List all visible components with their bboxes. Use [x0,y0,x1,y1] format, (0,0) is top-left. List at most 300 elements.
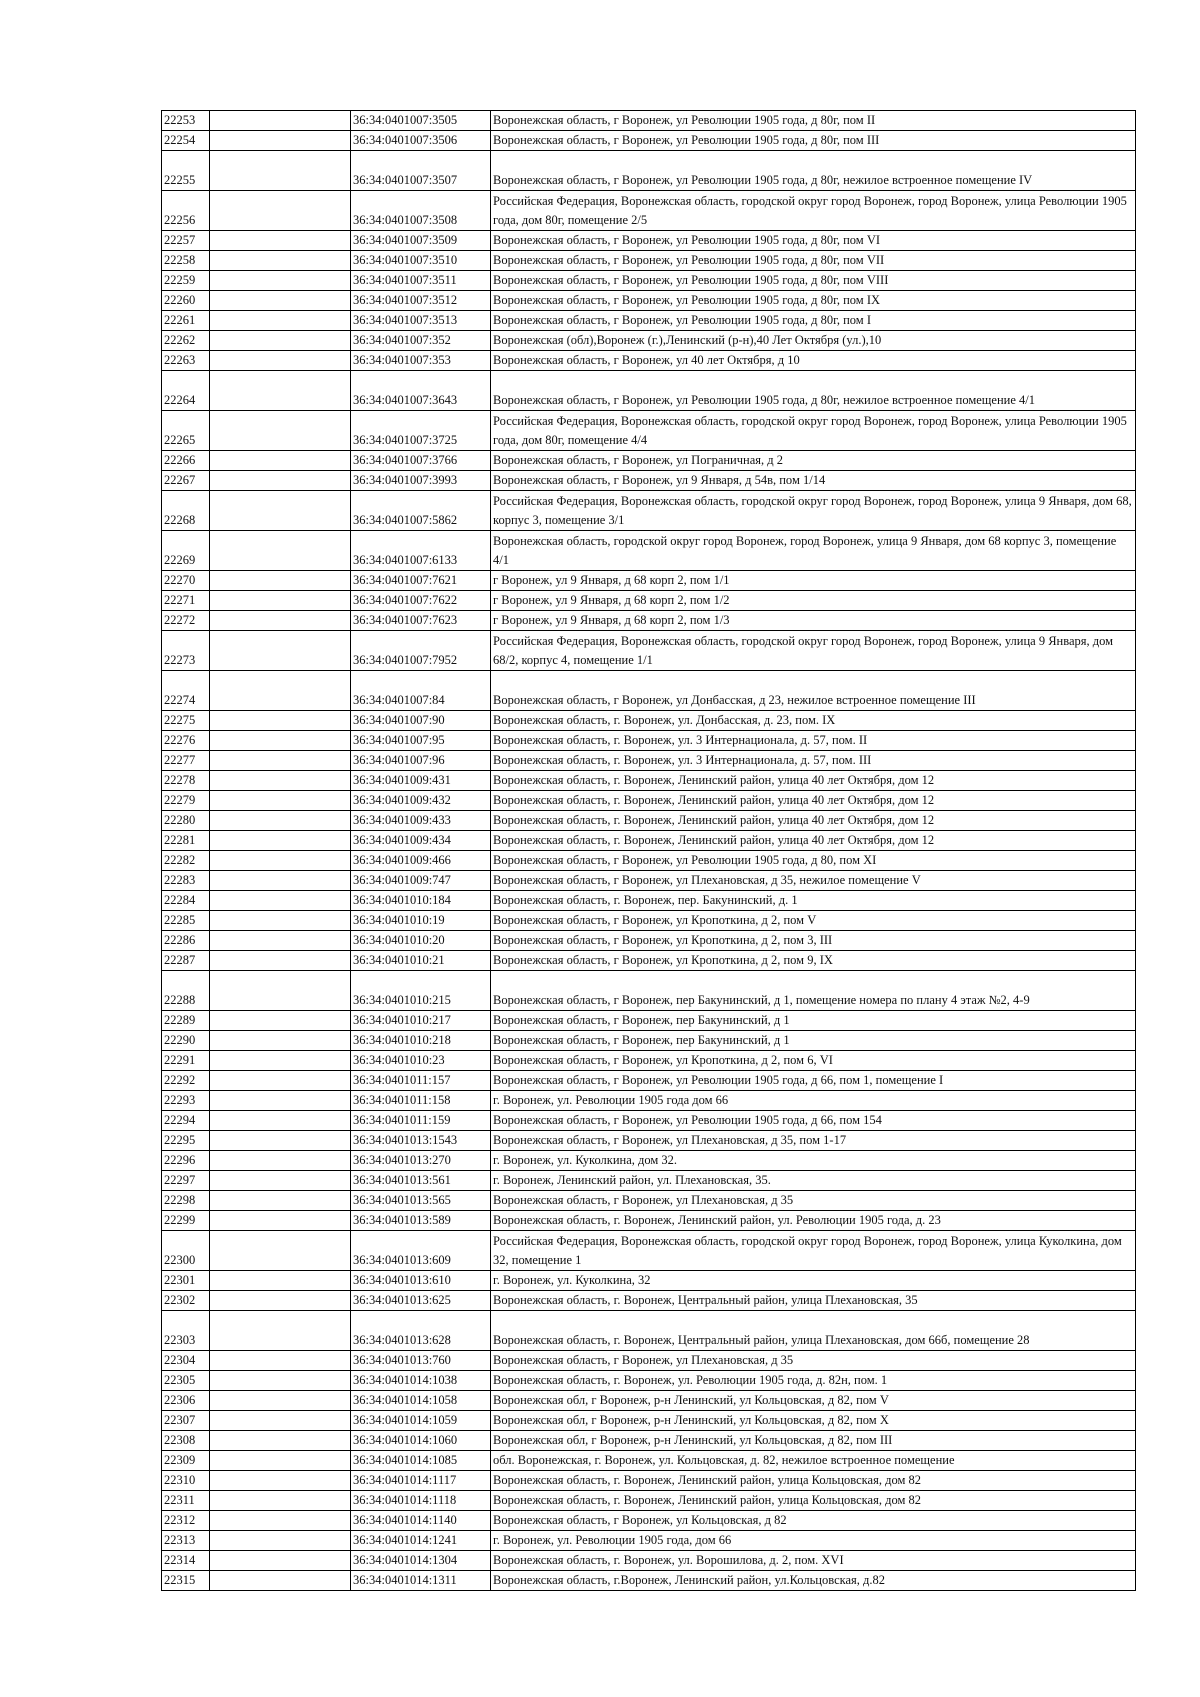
table-row [162,291,1136,311]
row-number-cell: 22287 [162,951,210,971]
address-cell: Воронежская область, г Воронеж, ул Революции 1905 года, д 80г, пом VII [491,251,1136,271]
address-cell: г. Воронеж, Ленинский район, ул. Плехановская, 35. [491,1171,1136,1191]
address-cell: Воронежская область, г. Воронеж, Центральный район, улица Плехановская, дом 66б, помещение 28 [491,1311,1136,1351]
address-cell: Воронежская область, г Воронеж, пер Бакунинский, д 1 [491,1031,1136,1051]
address-cell: Воронежская область, г Воронеж, ул Кропоткина, д 2, пом 3, III [491,931,1136,951]
table-row [162,1091,1136,1111]
row-number-cell: 22269 [162,531,210,571]
table-row [162,231,1136,251]
table-row [162,571,1136,591]
table-row [162,1111,1136,1131]
blank-cell [210,311,351,331]
table-row [162,131,1136,151]
row-number-cell: 22264 [162,371,210,411]
blank-cell [210,1171,351,1191]
row-number-cell: 22256 [162,191,210,231]
row-number-cell: 22275 [162,711,210,731]
blank-cell [210,631,351,671]
address-cell: Воронежская (обл),Воронеж (г.),Ленинский (р-н),40 Лет Октября (ул.),10 [491,331,1136,351]
registry-table-body [162,111,1136,1591]
cadastral-number-cell: 36:34:0401010:215 [351,971,491,1011]
cadastral-number-cell: 36:34:0401013:628 [351,1311,491,1351]
cadastral-number-cell: 36:34:0401007:3506 [351,131,491,151]
cadastral-number-cell: 36:34:0401007:3511 [351,271,491,291]
address-cell: Воронежская область, г Воронеж, ул Революции 1905 года, д 80г, пом III [491,131,1136,151]
row-number-cell: 22283 [162,871,210,891]
address-cell: Воронежская обл, г Воронеж, р-н Ленинский, ул Кольцовская, д 82, пом V [491,1391,1136,1411]
table-row [162,1051,1136,1071]
cadastral-number-cell: 36:34:0401007:3993 [351,471,491,491]
blank-cell [210,1011,351,1031]
row-number-cell: 22292 [162,1071,210,1091]
address-cell: Воронежская область, г. Воронеж, ул. 3 Интернационала, д. 57, пом. III [491,751,1136,771]
table-row [162,1211,1136,1231]
row-number-cell: 22262 [162,331,210,351]
cadastral-number-cell: 36:34:0401013:609 [351,1231,491,1271]
address-cell: Воронежская область, г. Воронеж, Ленинский район, ул. Революции 1905 года, д. 23 [491,1211,1136,1231]
address-cell: г. Воронеж, ул. Революции 1905 года, дом 66 [491,1531,1136,1551]
table-row [162,771,1136,791]
table-row [162,111,1136,131]
cadastral-number-cell: 36:34:0401009:434 [351,831,491,851]
address-cell: Воронежская обл, г Воронеж, р-н Ленинский, ул Кольцовская, д 82, пом III [491,1431,1136,1451]
address-cell: Воронежская область, г Воронеж, ул Революции 1905 года, д 80г, пом VI [491,231,1136,251]
address-cell: Воронежская область, г Воронеж, ул Революции 1905 года, д 80, пом XI [491,851,1136,871]
address-cell: Воронежская область, г Воронеж, ул Кропоткина, д 2, пом 6, VI [491,1051,1136,1071]
table-row [162,1491,1136,1511]
blank-cell [210,811,351,831]
table-row [162,911,1136,931]
row-number-cell: 22274 [162,671,210,711]
row-number-cell: 22265 [162,411,210,451]
row-number-cell: 22267 [162,471,210,491]
blank-cell [210,831,351,851]
cadastral-number-cell: 36:34:0401013:610 [351,1271,491,1291]
blank-cell [210,251,351,271]
table-row [162,1231,1136,1271]
row-number-cell: 22270 [162,571,210,591]
table-row [162,811,1136,831]
address-cell: Воронежская область, г Воронеж, ул Донбасская, д 23, нежилое встроенное помещение III [491,671,1136,711]
row-number-cell: 22309 [162,1451,210,1471]
cadastral-number-cell: 36:34:0401009:431 [351,771,491,791]
cadastral-number-cell: 36:34:0401007:5862 [351,491,491,531]
cadastral-number-cell: 36:34:0401007:96 [351,751,491,771]
address-cell: Воронежская область, г Воронеж, пер Бакунинский, д 1 [491,1011,1136,1031]
address-cell: г. Воронеж, ул. Революции 1905 года дом 66 [491,1091,1136,1111]
cadastral-number-cell: 36:34:0401013:565 [351,1191,491,1211]
address-cell: Воронежская область, г Воронеж, ул 9 Января, д 54в, пом 1/14 [491,471,1136,491]
cadastral-number-cell: 36:34:0401014:1117 [351,1471,491,1491]
address-cell: Воронежская область, г Воронеж, ул 40 лет Октября, д 10 [491,351,1136,371]
table-row [162,791,1136,811]
table-row [162,891,1136,911]
blank-cell [210,951,351,971]
row-number-cell: 22302 [162,1291,210,1311]
cadastral-number-cell: 36:34:0401011:159 [351,1111,491,1131]
table-row [162,1391,1136,1411]
cadastral-number-cell: 36:34:0401009:747 [351,871,491,891]
blank-cell [210,271,351,291]
cadastral-number-cell: 36:34:0401007:6133 [351,531,491,571]
table-row [162,491,1136,531]
blank-cell [210,1191,351,1211]
blank-cell [210,1091,351,1111]
address-cell: Российская Федерация, Воронежская область, городской округ город Воронеж, город Воронеж, улица 9 Января, дом 68/2, корпус 4, помещение 1/1 [491,631,1136,671]
row-number-cell: 22297 [162,1171,210,1191]
blank-cell [210,131,351,151]
address-cell: Воронежская область, г. Воронеж, ул. Донбасская, д. 23, пом. IX [491,711,1136,731]
row-number-cell: 22285 [162,911,210,931]
row-number-cell: 22281 [162,831,210,851]
row-number-cell: 22313 [162,1531,210,1551]
table-row [162,1191,1136,1211]
address-cell: Воронежская область, г Воронеж, ул Революции 1905 года, д 80г, пом VIII [491,271,1136,291]
table-row [162,931,1136,951]
row-number-cell: 22272 [162,611,210,631]
row-number-cell: 22282 [162,851,210,871]
cadastral-number-cell: 36:34:0401014:1118 [351,1491,491,1511]
cadastral-number-cell: 36:34:0401007:3766 [351,451,491,471]
blank-cell [210,1351,351,1371]
cadastral-number-cell: 36:34:0401010:21 [351,951,491,971]
address-cell: Воронежская область, г.Воронеж, Ленинский район, ул.Кольцовская, д.82 [491,1571,1136,1591]
row-number-cell: 22259 [162,271,210,291]
blank-cell [210,1551,351,1571]
cadastral-number-cell: 36:34:0401007:353 [351,351,491,371]
address-cell: г Воронеж, ул 9 Января, д 68 корп 2, пом 1/3 [491,611,1136,631]
blank-cell [210,471,351,491]
blank-cell [210,1531,351,1551]
table-row [162,311,1136,331]
table-row [162,151,1136,191]
table-row [162,1271,1136,1291]
blank-cell [210,591,351,611]
blank-cell [210,1571,351,1591]
address-cell: обл. Воронежская, г. Воронеж, ул. Кольцовская, д. 82, нежилое встроенное помещение [491,1451,1136,1471]
row-number-cell: 22301 [162,1271,210,1291]
cadastral-number-cell: 36:34:0401007:7621 [351,571,491,591]
address-cell: Воронежская область, г. Воронеж, ул. 3 Интернационала, д. 57, пом. II [491,731,1136,751]
row-number-cell: 22279 [162,791,210,811]
blank-cell [210,1271,351,1291]
address-cell: г Воронеж, ул 9 Января, д 68 корп 2, пом 1/2 [491,591,1136,611]
blank-cell [210,1111,351,1131]
address-cell: Воронежская область, г Воронеж, ул Революции 1905 года, д 80г, пом IX [491,291,1136,311]
table-row [162,971,1136,1011]
table-row [162,1571,1136,1591]
address-cell: Воронежская область, г Воронеж, ул Революции 1905 года, д 80г, пом I [491,311,1136,331]
blank-cell [210,911,351,931]
address-cell: Воронежская область, г Воронеж, ул Революции 1905 года, д 80г, пом II [491,111,1136,131]
table-row [162,1291,1136,1311]
address-cell: Воронежская область, городской округ город Воронеж, город Воронеж, улица 9 Января, дом 68 корпус 3, помещение 4/1 [491,531,1136,571]
table-row [162,1551,1136,1571]
cadastral-number-cell: 36:34:0401007:352 [351,331,491,351]
blank-cell [210,291,351,311]
blank-cell [210,611,351,631]
cadastral-number-cell: 36:34:0401007:3513 [351,311,491,331]
blank-cell [210,731,351,751]
cadastral-number-cell: 36:34:0401014:1241 [351,1531,491,1551]
cadastral-number-cell: 36:34:0401010:23 [351,1051,491,1071]
row-number-cell: 22306 [162,1391,210,1411]
cadastral-number-cell: 36:34:0401014:1038 [351,1371,491,1391]
address-cell: г Воронеж, ул 9 Января, д 68 корп 2, пом 1/1 [491,571,1136,591]
cadastral-number-cell: 36:34:0401007:84 [351,671,491,711]
address-cell: Воронежская область, г. Воронеж, Ленинский район, улица 40 лет Октября, дом 12 [491,811,1136,831]
table-row [162,1411,1136,1431]
row-number-cell: 22315 [162,1571,210,1591]
blank-cell [210,1231,351,1271]
table-row [162,611,1136,631]
table-row [162,1311,1136,1351]
row-number-cell: 22261 [162,311,210,331]
cadastral-number-cell: 36:34:0401007:3510 [351,251,491,271]
row-number-cell: 22276 [162,731,210,751]
blank-cell [210,671,351,711]
address-cell: Воронежская область, г. Воронеж, Ленинский район, улица 40 лет Октября, дом 12 [491,831,1136,851]
table-row [162,1471,1136,1491]
blank-cell [210,1131,351,1151]
row-number-cell: 22294 [162,1111,210,1131]
address-cell: Воронежская область, г. Воронеж, Ленинский район, улица Кольцовская, дом 82 [491,1471,1136,1491]
address-cell: Воронежская область, г Воронеж, ул Плехановская, д 35 [491,1351,1136,1371]
address-cell: Воронежская область, г Воронеж, ул Революции 1905 года, д 80г, нежилое встроенное помещение 4/1 [491,371,1136,411]
table-row [162,251,1136,271]
address-cell: Воронежская область, г. Воронеж, ул. Революции 1905 года, д. 82н, пом. 1 [491,1371,1136,1391]
row-number-cell: 22299 [162,1211,210,1231]
row-number-cell: 22258 [162,251,210,271]
address-cell: Воронежская область, г. Воронеж, Ленинский район, улица 40 лет Октября, дом 12 [491,771,1136,791]
blank-cell [210,111,351,131]
blank-cell [210,1391,351,1411]
table-row [162,371,1136,411]
cadastral-number-cell: 36:34:0401007:3509 [351,231,491,251]
blank-cell [210,1451,351,1471]
cadastral-number-cell: 36:34:0401014:1060 [351,1431,491,1451]
blank-cell [210,891,351,911]
row-number-cell: 22263 [162,351,210,371]
blank-cell [210,771,351,791]
table-row [162,1151,1136,1171]
address-cell: Воронежская область, г Воронеж, ул Кропоткина, д 2, пом 9, IX [491,951,1136,971]
blank-cell [210,491,351,531]
blank-cell [210,1471,351,1491]
blank-cell [210,1431,351,1451]
address-cell: г. Воронеж, ул. Куколкина, 32 [491,1271,1136,1291]
cadastral-number-cell: 36:34:0401007:3505 [351,111,491,131]
cadastral-number-cell: 36:34:0401007:7622 [351,591,491,611]
row-number-cell: 22291 [162,1051,210,1071]
table-row [162,851,1136,871]
cadastral-number-cell: 36:34:0401009:433 [351,811,491,831]
cadastral-number-cell: 36:34:0401013:589 [351,1211,491,1231]
blank-cell [210,1511,351,1531]
blank-cell [210,1371,351,1391]
address-cell: Российская Федерация, Воронежская область, городской округ город Воронеж, город Воронеж, улица 9 Января, дом 68, корпус 3, помещение 3/1 [491,491,1136,531]
table-row [162,331,1136,351]
row-number-cell: 22314 [162,1551,210,1571]
table-row [162,411,1136,451]
cadastral-number-cell: 36:34:0401010:184 [351,891,491,911]
table-row [162,351,1136,371]
cadastral-number-cell: 36:34:0401007:95 [351,731,491,751]
cadastral-number-cell: 36:34:0401013:760 [351,1351,491,1371]
address-cell: Российская Федерация, Воронежская область, городской округ город Воронеж, город Воронеж, улица Революции 1905 года, дом 80г, помещение 2/5 [491,191,1136,231]
row-number-cell: 22268 [162,491,210,531]
address-cell: Воронежская область, г Воронеж, ул Плехановская, д 35, нежилое помещение V [491,871,1136,891]
row-number-cell: 22289 [162,1011,210,1031]
table-row [162,711,1136,731]
row-number-cell: 22288 [162,971,210,1011]
table-row [162,1431,1136,1451]
cadastral-number-cell: 36:34:0401010:20 [351,931,491,951]
table-row [162,1531,1136,1551]
table-row [162,1351,1136,1371]
row-number-cell: 22266 [162,451,210,471]
row-number-cell: 22310 [162,1471,210,1491]
cadastral-number-cell: 36:34:0401010:218 [351,1031,491,1051]
address-cell: Воронежская область, г. Воронеж, пер. Бакунинский, д. 1 [491,891,1136,911]
address-cell: Воронежская обл, г Воронеж, р-н Ленинский, ул Кольцовская, д 82, пом X [491,1411,1136,1431]
blank-cell [210,451,351,471]
blank-cell [210,751,351,771]
blank-cell [210,1291,351,1311]
cadastral-number-cell: 36:34:0401013:625 [351,1291,491,1311]
blank-cell [210,191,351,231]
address-cell: Воронежская область, г Воронеж, ул Плехановская, д 35 [491,1191,1136,1211]
cadastral-number-cell: 36:34:0401007:3725 [351,411,491,451]
blank-cell [210,371,351,411]
row-number-cell: 22278 [162,771,210,791]
cadastral-number-cell: 36:34:0401013:270 [351,1151,491,1171]
row-number-cell: 22308 [162,1431,210,1451]
blank-cell [210,531,351,571]
address-cell: Воронежская область, г Воронеж, ул Плехановская, д 35, пом 1-17 [491,1131,1136,1151]
address-cell: Воронежская область, г. Воронеж, ул. Ворошилова, д. 2, пом. XVI [491,1551,1136,1571]
blank-cell [210,1151,351,1171]
blank-cell [210,231,351,251]
address-cell: Воронежская область, г Воронеж, пер Бакунинский, д 1, помещение номера по плану 4 этаж №2, 4-9 [491,971,1136,1011]
row-number-cell: 22311 [162,1491,210,1511]
address-cell: Воронежская область, г. Воронеж, Центральный район, улица Плехановская, 35 [491,1291,1136,1311]
row-number-cell: 22307 [162,1411,210,1431]
table-row [162,1511,1136,1531]
cadastral-number-cell: 36:34:0401011:158 [351,1091,491,1111]
cadastral-number-cell: 36:34:0401007:7623 [351,611,491,631]
blank-cell [210,331,351,351]
address-cell: Воронежская область, г Воронеж, ул Кропоткина, д 2, пом V [491,911,1136,931]
cadastral-number-cell: 36:34:0401014:1059 [351,1411,491,1431]
address-cell: Воронежская область, г. Воронеж, Ленинский район, улица Кольцовская, дом 82 [491,1491,1136,1511]
blank-cell [210,411,351,451]
row-number-cell: 22303 [162,1311,210,1351]
row-number-cell: 22271 [162,591,210,611]
cadastral-number-cell: 36:34:0401007:3643 [351,371,491,411]
blank-cell [210,871,351,891]
address-cell: г. Воронеж, ул. Куколкина, дом 32. [491,1151,1136,1171]
blank-cell [210,351,351,371]
row-number-cell: 22257 [162,231,210,251]
cadastral-number-cell: 36:34:0401014:1304 [351,1551,491,1571]
table-row [162,451,1136,471]
table-row [162,1171,1136,1191]
blank-cell [210,971,351,1011]
row-number-cell: 22260 [162,291,210,311]
row-number-cell: 22304 [162,1351,210,1371]
table-row [162,751,1136,771]
cadastral-number-cell: 36:34:0401014:1085 [351,1451,491,1471]
cadastral-number-cell: 36:34:0401009:432 [351,791,491,811]
row-number-cell: 22277 [162,751,210,771]
row-number-cell: 22284 [162,891,210,911]
table-row [162,271,1136,291]
blank-cell [210,151,351,191]
row-number-cell: 22305 [162,1371,210,1391]
table-row [162,531,1136,571]
row-number-cell: 22253 [162,111,210,131]
cadastral-number-cell: 36:34:0401010:217 [351,1011,491,1031]
cadastral-number-cell: 36:34:0401009:466 [351,851,491,871]
cadastral-number-cell: 36:34:0401014:1140 [351,1511,491,1531]
cadastral-number-cell: 36:34:0401014:1058 [351,1391,491,1411]
row-number-cell: 22290 [162,1031,210,1051]
cadastral-number-cell: 36:34:0401010:19 [351,911,491,931]
address-cell: Воронежская область, г Воронеж, ул Революции 1905 года, д 66, пом 154 [491,1111,1136,1131]
row-number-cell: 22298 [162,1191,210,1211]
blank-cell [210,1411,351,1431]
cadastral-number-cell: 36:34:0401013:561 [351,1171,491,1191]
table-row [162,591,1136,611]
blank-cell [210,1311,351,1351]
table-row [162,1371,1136,1391]
blank-cell [210,1211,351,1231]
blank-cell [210,1051,351,1071]
table-row [162,871,1136,891]
address-cell: Воронежская область, г Воронеж, ул Пограничная, д 2 [491,451,1136,471]
cadastral-number-cell: 36:34:0401007:3508 [351,191,491,231]
blank-cell [210,1031,351,1051]
row-number-cell: 22312 [162,1511,210,1531]
table-row [162,831,1136,851]
address-cell: Российская Федерация, Воронежская область, городской округ город Воронеж, город Воронеж, улица Революции 1905 года, дом 80г, помещение 4/4 [491,411,1136,451]
address-cell: Воронежская область, г Воронеж, ул Революции 1905 года, д 66, пом 1, помещение I [491,1071,1136,1091]
blank-cell [210,791,351,811]
cadastral-number-cell: 36:34:0401007:90 [351,711,491,731]
cadastral-number-cell: 36:34:0401011:157 [351,1071,491,1091]
table-row [162,731,1136,751]
address-cell: Воронежская область, г Воронеж, ул Революции 1905 года, д 80г, нежилое встроенное помещение IV [491,151,1136,191]
row-number-cell: 22295 [162,1131,210,1151]
row-number-cell: 22296 [162,1151,210,1171]
blank-cell [210,931,351,951]
row-number-cell: 22286 [162,931,210,951]
cadastral-number-cell: 36:34:0401007:3507 [351,151,491,191]
cadastral-number-cell: 36:34:0401014:1311 [351,1571,491,1591]
cadastral-number-cell: 36:34:0401013:1543 [351,1131,491,1151]
cadastral-number-cell: 36:34:0401007:7952 [351,631,491,671]
row-number-cell: 22293 [162,1091,210,1111]
address-cell: Воронежская область, г. Воронеж, Ленинский район, улица 40 лет Октября, дом 12 [491,791,1136,811]
table-row [162,631,1136,671]
row-number-cell: 22280 [162,811,210,831]
table-row [162,1031,1136,1051]
row-number-cell: 22300 [162,1231,210,1271]
address-cell: Воронежская область, г Воронеж, ул Кольцовская, д 82 [491,1511,1136,1531]
row-number-cell: 22254 [162,131,210,151]
table-row [162,1071,1136,1091]
